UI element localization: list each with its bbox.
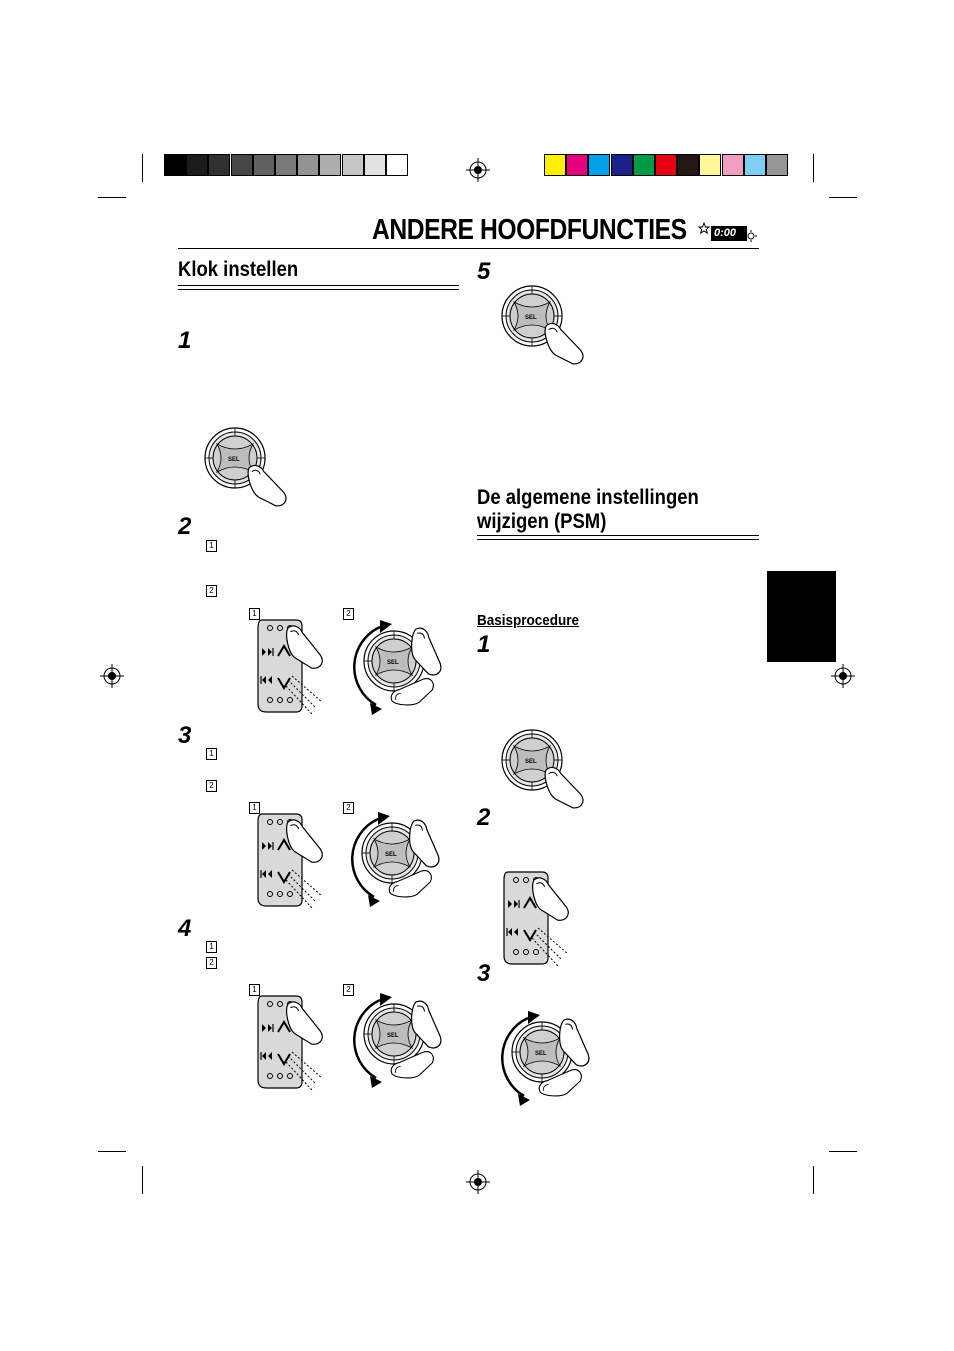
step-number: 3: [477, 960, 491, 987]
section-rule: [477, 539, 759, 540]
figure-label: 2: [343, 608, 354, 620]
control-dial-icon: [205, 428, 285, 508]
figure-label: 1: [249, 802, 260, 814]
section-title-psm-line2: wijzigen (PSM): [477, 510, 607, 533]
step-number: 2: [477, 804, 491, 831]
substep-number: 2: [206, 957, 217, 969]
crop-mark: [829, 197, 857, 198]
registration-mark-icon: [100, 664, 124, 688]
substep-number: 1: [206, 540, 217, 552]
color-swatch: [699, 154, 721, 176]
color-swatch: [231, 154, 253, 176]
crop-mark: [813, 1166, 814, 1194]
step-number: 5: [477, 258, 491, 285]
up-down-button-panel-icon: [502, 872, 582, 972]
color-swatch: [253, 154, 275, 176]
step-number: 2: [178, 513, 192, 540]
color-swatch: [633, 154, 655, 176]
color-swatch: [544, 154, 566, 176]
control-dial-icon: [500, 1006, 600, 1111]
step-number: 1: [477, 631, 491, 658]
crop-mark: [813, 154, 814, 182]
crop-mark: [98, 197, 126, 198]
color-swatch: [588, 154, 610, 176]
crop-mark: [98, 1151, 126, 1152]
step-number: 1: [178, 327, 192, 354]
figure-label: 2: [343, 984, 354, 996]
up-down-button-panel-icon: [256, 620, 336, 720]
color-swatch: [655, 154, 677, 176]
crop-mark: [142, 1166, 143, 1194]
crop-mark: [829, 1151, 857, 1152]
subheading-basisprocedure: Basisprocedure: [477, 612, 580, 629]
registration-mark-icon: [466, 158, 490, 182]
substep-number: 1: [206, 748, 217, 760]
up-down-button-panel-icon: [256, 814, 336, 914]
color-swatch: [677, 154, 699, 176]
substep-number: 2: [206, 780, 217, 792]
color-swatch: [208, 154, 230, 176]
page-title: ANDERE HOOFDFUNCTIES: [372, 214, 687, 246]
figure-label: 1: [249, 608, 260, 620]
color-swatch: [611, 154, 633, 176]
substep-number: 1: [206, 941, 217, 953]
registration-mark-icon: [466, 1170, 490, 1194]
color-swatch: [297, 154, 319, 176]
control-dial-icon: [502, 730, 582, 810]
figure-label: 1: [249, 984, 260, 996]
registration-mark-icon: [831, 664, 855, 688]
color-swatch: [342, 154, 364, 176]
section-rule: [477, 535, 759, 536]
section-rule: [178, 285, 459, 286]
color-swatch: [744, 154, 766, 176]
crop-mark: [142, 154, 143, 182]
color-swatch: [766, 154, 788, 176]
control-dial-icon: [352, 615, 452, 720]
language-tab: [767, 571, 836, 662]
section-title-psm-line1: De algemene instellingen: [477, 486, 699, 509]
clock-icon-text: 0:00: [714, 227, 737, 239]
section-rule: [178, 289, 459, 290]
up-down-button-panel-icon: [256, 996, 336, 1096]
clock-setting-icon: [700, 222, 758, 244]
color-swatch: [164, 154, 186, 176]
figure-label: 2: [343, 802, 354, 814]
color-swatch: [364, 154, 386, 176]
color-swatch: [386, 154, 408, 176]
step-number: 4: [178, 915, 192, 942]
control-dial-icon: [502, 286, 582, 366]
section-title-klok: Klok instellen: [178, 258, 299, 281]
color-swatch: [186, 154, 208, 176]
step-number: 3: [178, 722, 192, 749]
substep-number: 2: [206, 585, 217, 597]
color-swatch: [722, 154, 744, 176]
title-rule: [178, 248, 759, 249]
color-swatch: [319, 154, 341, 176]
color-swatch: [275, 154, 297, 176]
control-dial-icon: [352, 988, 452, 1093]
control-dial-icon: [350, 807, 450, 912]
color-swatch: [566, 154, 588, 176]
